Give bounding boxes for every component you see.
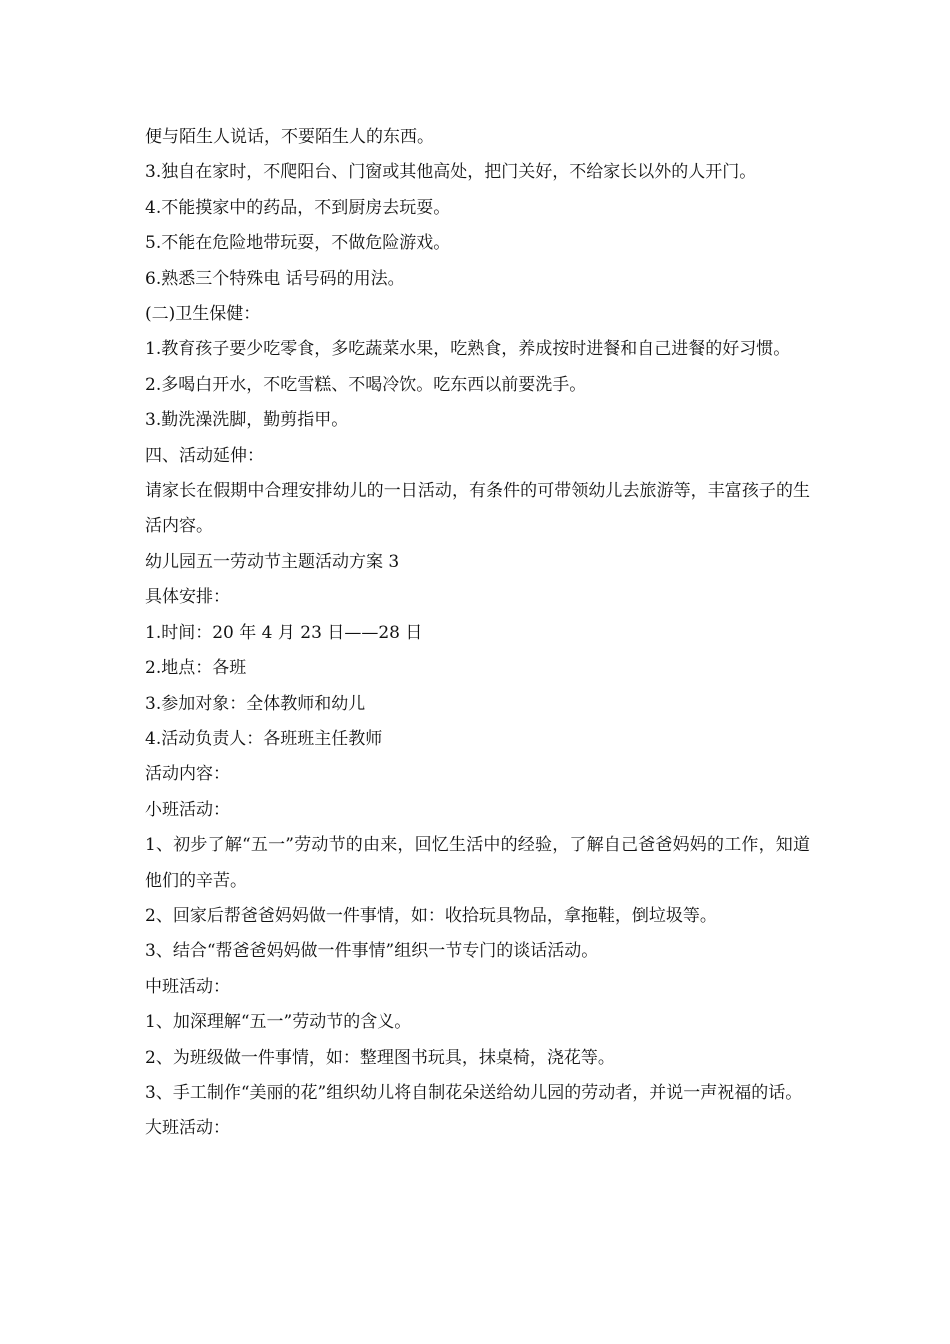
paragraph: 3、手工制作“美丽的花”组织幼儿将自制花朵送给幼儿园的劳动者，并说一声祝福的话。 (145, 1082, 803, 1103)
paragraph: 4.不能摸家中的药品，不到厨房去玩耍。 (145, 197, 451, 218)
paragraph: 2.地点：各班 (145, 658, 247, 679)
paragraph: 2.多喝白开水，不吃雪糕、不喝冷饮。吃东西以前要洗手。 (145, 374, 587, 395)
paragraph: 6.熟悉三个特殊电 话号码的用法。 (145, 268, 405, 289)
paragraph: 1、加深理解“五一”劳动节的含义。 (145, 1012, 412, 1033)
section-heading: 具体安排： (145, 587, 230, 608)
section-heading: (二)卫生保健： (145, 304, 261, 325)
paragraph: 请家长在假期中合理安排幼儿的一日活动，有条件的可带领幼儿去旅游等，丰富孩子的生活内容。 (145, 481, 810, 537)
section-heading: 小班活动： (145, 799, 230, 820)
paragraph: 2、回家后帮爸爸妈妈做一件事情，如：收拾玩具物品，拿拖鞋，倒垃圾等。 (145, 905, 717, 926)
paragraph: 4.活动负责人：各班班主任教师 (145, 728, 383, 749)
paragraph: 5.不能在危险地带玩耍，不做危险游戏。 (145, 233, 451, 254)
paragraph: 2、为班级做一件事情，如：整理图书玩具，抹桌椅，浇花等。 (145, 1047, 615, 1068)
document-body (145, 120, 810, 1147)
paragraph: 3.参加对象：全体教师和幼儿 (145, 693, 366, 714)
section-heading: 中班活动： (145, 976, 230, 997)
section-heading: 大班活动： (145, 1118, 230, 1139)
paragraph: 1、初步了解“五一”劳动节的由来，回忆生活中的经验，了解自己爸爸妈妈的工作，知道他们的辛苦。 (145, 835, 810, 891)
section-heading: 活动内容： (145, 764, 230, 785)
paragraph: 3、结合“帮爸爸妈妈做一件事情”组织一节专门的谈话活动。 (145, 941, 599, 962)
paragraph: 1.教育孩子要少吃零食，多吃蔬菜水果，吃熟食，养成按时进餐和自己进餐的好习惯。 (145, 339, 791, 360)
section-heading: 四、活动延伸： (145, 445, 264, 466)
paragraph: 3.独自在家时，不爬阳台、门窗或其他高处，把门关好，不给家长以外的人开门。 (145, 162, 757, 183)
paragraph: 3.勤洗澡洗脚，勤剪指甲。 (145, 410, 349, 431)
document-title: 幼儿园五一劳动节主题活动方案 3 (145, 551, 400, 572)
paragraph: 便与陌生人说话，不要陌生人的东西。 (145, 127, 434, 147)
paragraph: 1.时间：20 年 4 月 23 日——28 日 (145, 622, 423, 643)
